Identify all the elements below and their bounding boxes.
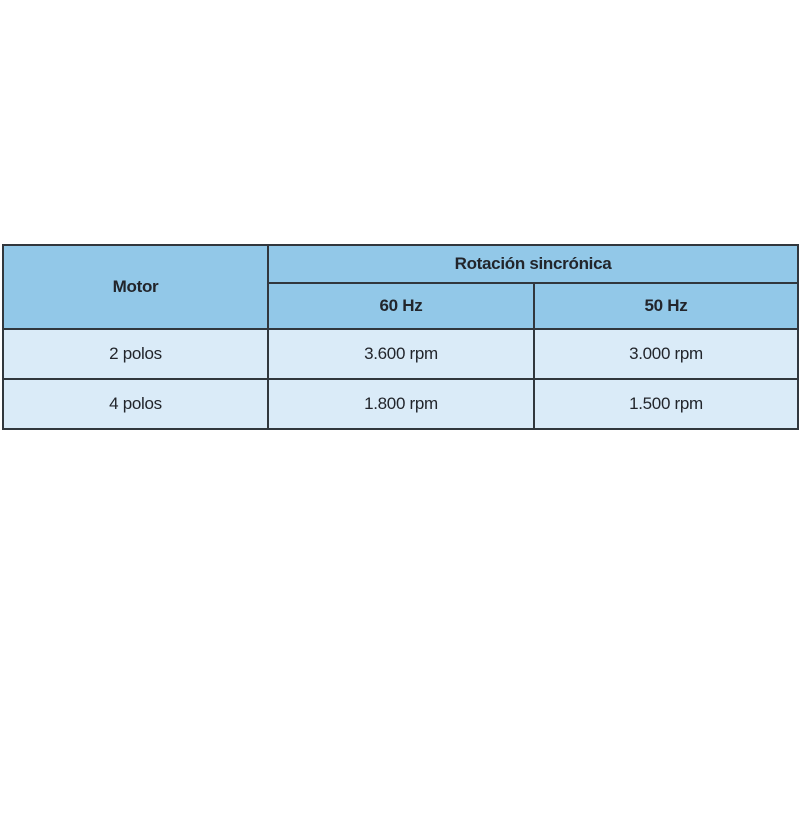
table-row [3,329,798,379]
cell-2-polos-60hz: 3.600 rpm [268,329,534,379]
header-cell-50hz: 50 Hz [534,283,798,329]
cell-2-polos-50hz: 3.000 rpm [534,329,798,379]
cell-4-polos-50hz: 1.500 rpm [534,379,798,429]
cell-motor-2-polos: 2 polos [3,329,268,379]
table-container [2,244,797,430]
table-row [3,379,798,429]
header-row-group [3,245,798,283]
motor-rotation-table [2,244,799,430]
header-cell-60hz: 60 Hz [268,283,534,329]
header-cell-motor: Motor [3,245,268,329]
header-cell-rotation-group: Rotación sincrónica [268,245,798,283]
cell-motor-4-polos: 4 polos [3,379,268,429]
cell-4-polos-60hz: 1.800 rpm [268,379,534,429]
